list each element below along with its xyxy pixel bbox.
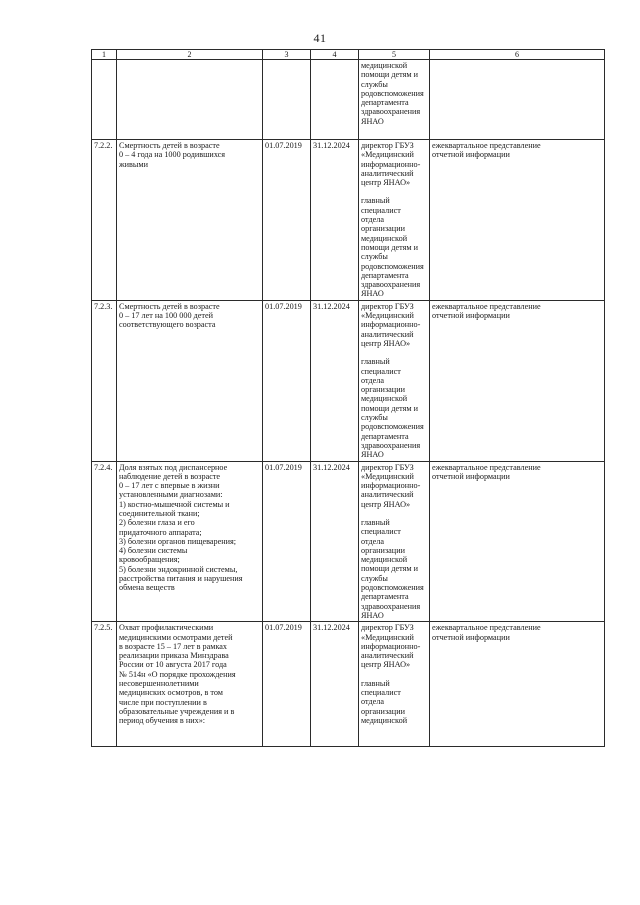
report-cell: ежеквартальное представление отчетной информации <box>430 461 605 622</box>
table-row <box>92 60 605 140</box>
report-cell: ежеквартальное представление отчетной информации <box>430 140 605 301</box>
row-number: 7.2.5. <box>92 622 117 747</box>
responsible-primary: директор ГБУЗ «Медицинский информационно- аналитический центр ЯНАО» <box>361 301 421 348</box>
responsible-secondary: главный специалист отдела организации медицинской помощи детям и службы родовспоможения департамента здравоохранения ЯНАО <box>361 357 424 460</box>
indicator-cell: Охват профилактическими медицинскими осмотрами детей в возрасте 15 – 17 лет в рамках реализации приказа Минздрава России от 10 августа 2017 года № 514н «О порядке прохождения несовершеннолетними медицинских осмотров, в том числе при поступлении в образовательные учреждения и в период обучения в них»: <box>117 622 263 747</box>
column-header: 5 <box>359 50 430 60</box>
end-date: 31.12.2024 <box>311 461 359 622</box>
start-date: 01.07.2019 <box>263 622 311 747</box>
responsible-cell <box>359 461 430 622</box>
responsible-cell <box>359 300 430 461</box>
table-row <box>92 461 605 622</box>
responsible-primary: директор ГБУЗ «Медицинский информационно- аналитический центр ЯНАО» <box>361 623 421 670</box>
row-number: 7.2.4. <box>92 461 117 622</box>
responsible-secondary: главный специалист отдела организации медицинской помощи детям и службы родовспоможения департамента здравоохранения ЯНАО <box>361 196 424 299</box>
responsible-cell <box>359 60 430 140</box>
report-cell: ежеквартальное представление отчетной информации <box>430 622 605 747</box>
plan-table <box>91 49 605 747</box>
indicator-cell <box>117 60 263 140</box>
end-date: 31.12.2024 <box>311 140 359 301</box>
row-number: 7.2.2. <box>92 140 117 301</box>
indicator-cell: Смертность детей в возрасте 0 – 17 лет на 100 000 детей соответствующего возраста <box>117 300 263 461</box>
column-header: 1 <box>92 50 117 60</box>
indicator-cell: Смертность детей в возрасте 0 – 4 года на 1000 родившихся живыми <box>117 140 263 301</box>
end-date: 31.12.2024 <box>311 622 359 747</box>
column-header: 3 <box>263 50 311 60</box>
page-number: 41 <box>313 31 327 45</box>
responsible-primary: директор ГБУЗ «Медицинский информационно- аналитический центр ЯНАО» <box>361 462 421 509</box>
end-date <box>311 60 359 140</box>
start-date: 01.07.2019 <box>263 140 311 301</box>
start-date <box>263 60 311 140</box>
column-header: 2 <box>117 50 263 60</box>
end-date: 31.12.2024 <box>311 300 359 461</box>
responsible-cell <box>359 140 430 301</box>
responsible-primary: директор ГБУЗ «Медицинский информационно- аналитический центр ЯНАО» <box>361 141 421 188</box>
responsible-cell <box>359 622 430 747</box>
report-cell: ежеквартальное представление отчетной информации <box>430 300 605 461</box>
column-number-row <box>92 50 605 60</box>
table-row <box>92 300 605 461</box>
row-number: 7.2.3. <box>92 300 117 461</box>
table-row <box>92 140 605 301</box>
responsible-primary: медицинской помощи детям и службы родовспоможения департамента здравоохранения ЯНАО <box>361 61 424 126</box>
report-cell <box>430 60 605 140</box>
responsible-secondary: главный специалист отдела организации медицинской помощи детям и службы родовспоможения департамента здравоохранения ЯНАО <box>361 517 424 620</box>
column-header: 6 <box>430 50 605 60</box>
row-number <box>92 60 117 140</box>
start-date: 01.07.2019 <box>263 300 311 461</box>
start-date: 01.07.2019 <box>263 461 311 622</box>
column-header: 4 <box>311 50 359 60</box>
indicator-cell: Доля взятых под диспансерное наблюдение детей в возрасте 0 – 17 лет с впервые в жизни установленными диагнозами: 1) костно-мышечной системы и соединительной ткани; 2) болезни глаза и его придаточного аппарата; 3) болезни органов пищеварения; 4) болезни системы кровообращения; 5) болезни эндокринной системы, расстройства питания и нарушения обмена веществ <box>117 461 263 622</box>
responsible-secondary: главный специалист отдела организации медицинской <box>361 678 408 725</box>
table-row <box>92 622 605 747</box>
